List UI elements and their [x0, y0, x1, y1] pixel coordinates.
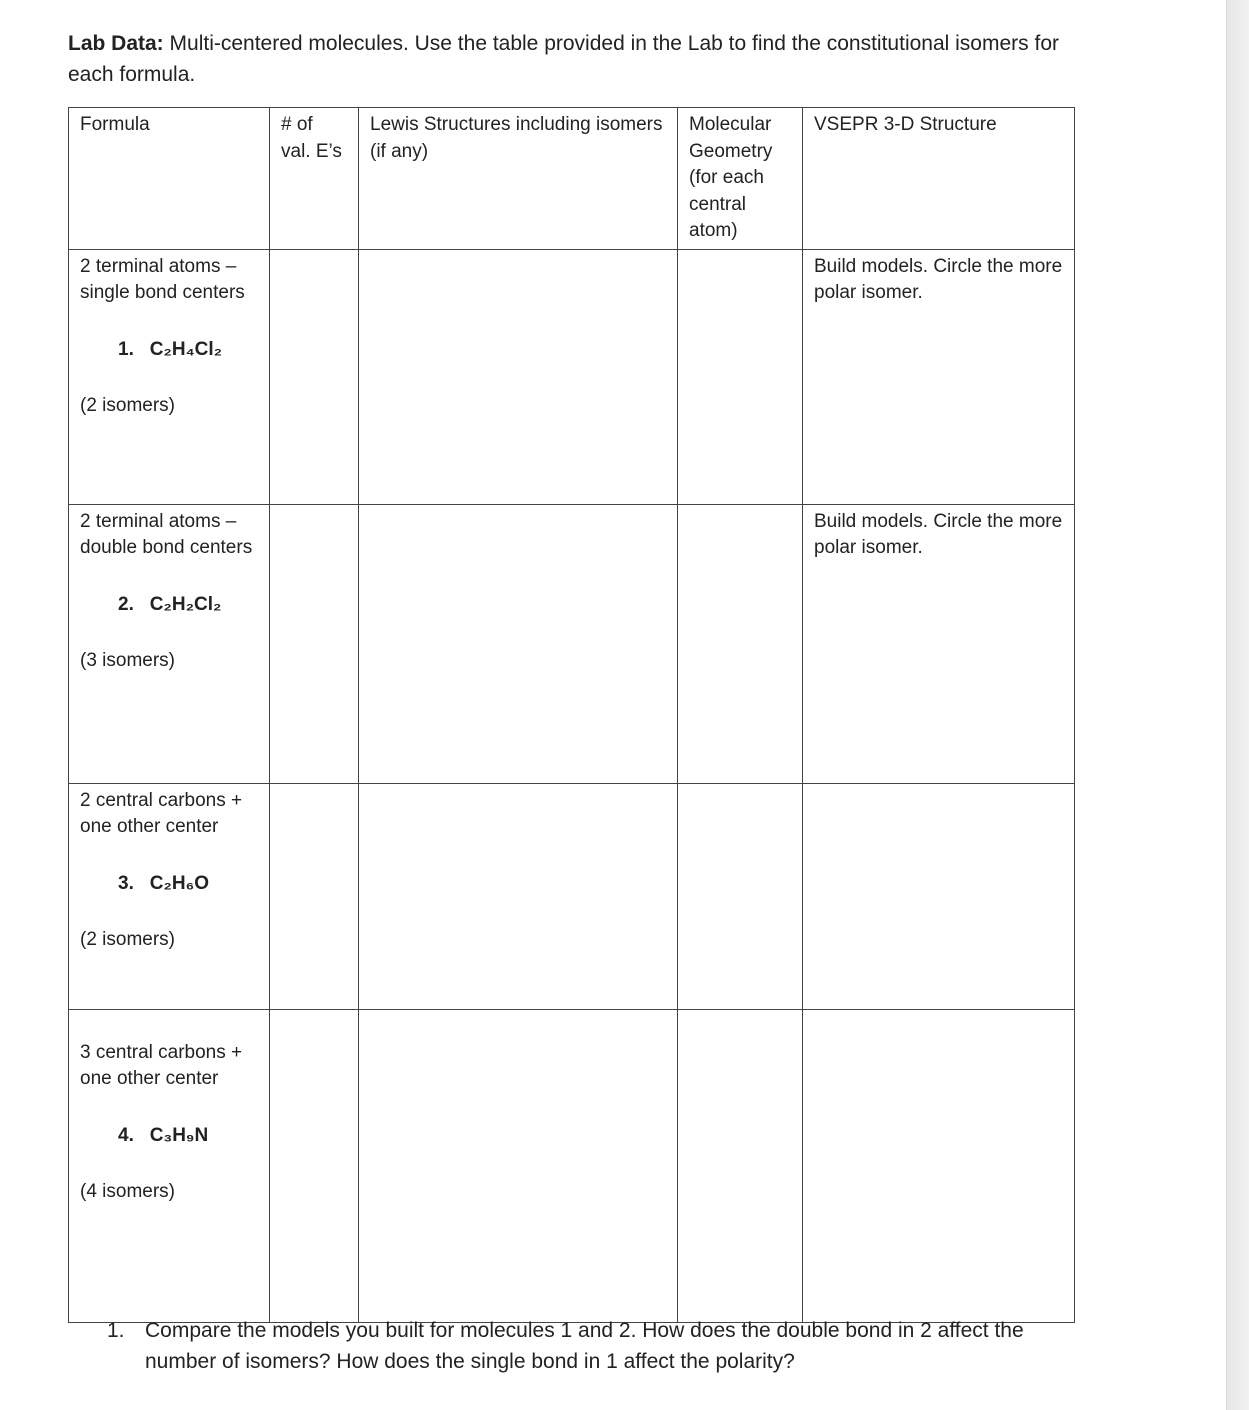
- formula-cell: [69, 249, 270, 504]
- header-formula: Formula: [69, 108, 270, 250]
- category-label: 2 central carbons + one other center: [80, 789, 243, 837]
- lewis-structure-cell[interactable]: [359, 249, 678, 504]
- val-electrons-cell[interactable]: [270, 249, 359, 504]
- formula-text: C₂H₂Cl₂: [149, 593, 222, 615]
- formula-text: C₂H₄Cl₂: [149, 338, 223, 360]
- table-row: [69, 504, 1075, 783]
- vsepr-cell[interactable]: [803, 783, 1075, 1009]
- formula-cell: [69, 783, 270, 1009]
- geometry-cell[interactable]: [678, 249, 803, 504]
- vsepr-cell[interactable]: [803, 1009, 1075, 1322]
- geometry-cell[interactable]: [678, 504, 803, 783]
- lab-data-table: [68, 107, 1075, 1323]
- page-edge: [1226, 0, 1249, 1410]
- table-header-row: [69, 108, 1075, 250]
- val-electrons-cell[interactable]: [270, 1009, 359, 1322]
- table-row: [69, 249, 1075, 504]
- header-molecular-geometry: Molecular Geometry (for each central atom): [678, 108, 803, 250]
- lewis-structure-cell[interactable]: [359, 783, 678, 1009]
- formula-label: [80, 871, 258, 898]
- lewis-structure-cell[interactable]: [359, 1009, 678, 1322]
- formula-text: C₂H₆O: [149, 872, 209, 894]
- isomer-count: (3 isomers): [80, 650, 176, 671]
- vsepr-cell[interactable]: Build models. Circle the more polar isomer.: [803, 504, 1075, 783]
- formula-cell: [69, 1009, 270, 1322]
- header-lewis-structures: Lewis Structures including isomers (if any): [359, 108, 678, 250]
- intro-paragraph: [68, 28, 1078, 90]
- formula-label: [80, 592, 258, 619]
- intro-label: Lab Data:: [68, 32, 164, 55]
- question-text: Compare the models you built for molecules 1 and 2. How does the double bond in 2 affect the number of isomers? How does the single bond in 1 affect the polarity?: [145, 1319, 1024, 1373]
- formula-label: [80, 337, 258, 364]
- category-label: 2 terminal atoms – double bond centers: [80, 510, 253, 558]
- geometry-cell[interactable]: [678, 783, 803, 1009]
- question-number: 1.: [107, 1319, 125, 1342]
- header-val-electrons: # of val. E’s: [270, 108, 359, 250]
- vsepr-cell[interactable]: Build models. Circle the more polar isomer.: [803, 249, 1075, 504]
- val-electrons-cell[interactable]: [270, 783, 359, 1009]
- isomer-count: (4 isomers): [80, 1181, 176, 1202]
- isomer-count: (2 isomers): [80, 395, 176, 416]
- geometry-cell[interactable]: [678, 1009, 803, 1322]
- formula-number: 4.: [118, 1124, 134, 1146]
- formula-number: 1.: [118, 338, 134, 360]
- lewis-structure-cell[interactable]: [359, 504, 678, 783]
- formula-number: 3.: [118, 872, 134, 894]
- category-label: 3 central carbons + one other center: [80, 1041, 243, 1089]
- formula-cell: [69, 504, 270, 783]
- formula-text: C₃H₉N: [149, 1124, 209, 1146]
- val-electrons-cell[interactable]: [270, 504, 359, 783]
- question-1: [107, 1315, 1077, 1377]
- formula-number: 2.: [118, 593, 134, 615]
- table-row: [69, 1009, 1075, 1322]
- formula-label: [80, 1123, 258, 1150]
- header-vsepr-structure: VSEPR 3-D Structure: [803, 108, 1075, 250]
- isomer-count: (2 isomers): [80, 929, 176, 950]
- table-row: [69, 783, 1075, 1009]
- category-label: 2 terminal atoms – single bond centers: [80, 255, 245, 303]
- intro-text: Multi-centered molecules. Use the table provided in the Lab to find the constitutional isomers for each formula.: [68, 32, 1059, 86]
